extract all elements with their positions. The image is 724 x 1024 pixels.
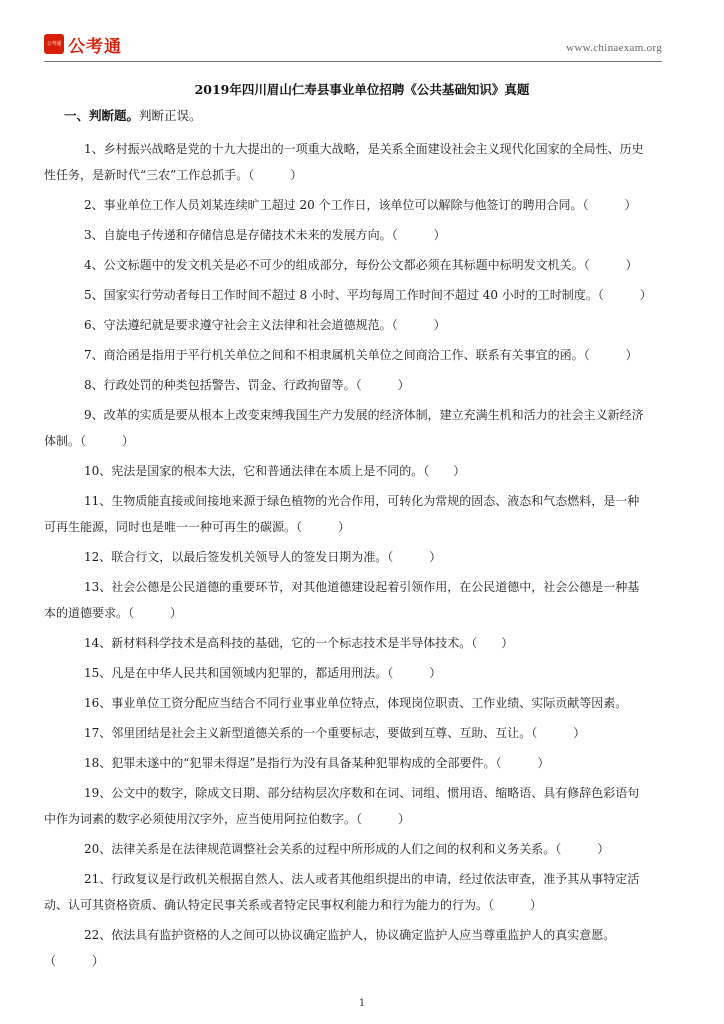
question-text-continued: （ ）	[44, 954, 105, 968]
question-item: 7、商洽函是指用于平行机关单位之间和不相隶属机关单位之间商洽工作、联系有关事宜的函。（ ）	[84, 348, 638, 362]
site-url[interactable]: www.chinaexam.org	[566, 42, 662, 54]
section-heading-label: 一、判断题。	[64, 108, 140, 123]
question-item: 12、联合行文，以最后签发机关领导人的签发日期为准。（ ）	[84, 550, 442, 564]
question-text-continued: 可再生能源，同时也是唯一一种可再生的碳源。（ ）	[44, 520, 351, 534]
question-item	[44, 780, 668, 832]
question-text-continued: 体制。（ ）	[44, 434, 135, 448]
question-list	[44, 136, 668, 974]
question-text: 13、社会公德是公民道德的重要环节，对其他道德建设起着引领作用，在公民道德中，社会公德是一种基	[84, 580, 640, 594]
question-item: 10、宪法是国家的根本大法，它和普通法律在本质上是不同的。（ ）	[84, 464, 466, 478]
question-item: 18、犯罪未遂中的“犯罪未得逞”是指行为没有具备某种犯罪构成的全部要件。（ ）	[84, 756, 550, 770]
question-item	[44, 866, 668, 918]
question-text-continued: 中作为词素的数字必须使用汉字外，应当使用阿拉伯数字。（ ）	[44, 812, 411, 826]
question-text: 11、生物质能直接或间接地来源于绿色植物的光合作用，可转化为常规的固态、液态和气态燃料，是一种	[84, 494, 640, 508]
question-item: 3、自旋电子传递和存储信息是存储技术未来的发展方向。（ ）	[84, 228, 446, 242]
question-item: 17、邻里团结是社会主义新型道德关系的一个重要标志，要做到互尊、互助、互让。（ ）	[84, 726, 586, 740]
section-instruction: 判断正误。	[139, 108, 202, 123]
question-item	[44, 922, 668, 974]
question-item	[44, 402, 668, 454]
document-title: 2019年四川眉山仁寿县事业单位招聘《公共基础知识》真题	[194, 82, 530, 97]
question-item: 6、守法遵纪就是要求遵守社会主义法律和社会道德规范。（ ）	[84, 318, 446, 332]
question-item: 14、新材料科学技术是高科技的基础，它的一个标志技术是半导体技术。（ ）	[84, 636, 514, 650]
question-item: 8、行政处罚的种类包括警告、罚金、行政拘留等。（ ）	[84, 378, 410, 392]
section-heading	[64, 106, 202, 124]
question-item	[44, 488, 668, 540]
question-item: 20、法律关系是在法律规范调整社会关系的过程中所形成的人们之间的权利和义务关系。（ ）	[84, 842, 610, 856]
question-item: 15、凡是在中华人民共和国领域内犯罪的，都适用刑法。（ ）	[84, 666, 442, 680]
question-item: 16、事业单位工资分配应当结合不同行业事业单位特点，体现岗位职责、工作业绩、实际贡献等因素。	[84, 696, 628, 710]
question-item: 4、公文标题中的发文机关是必不可少的组成部分，每份公文都必须在其标题中标明发文机关。（ ）	[84, 258, 638, 272]
question-text: 9、改革的实质是要从根本上改变束缚我国生产力发展的经济体制，建立充满生机和活力的社会主义新经济	[84, 408, 644, 422]
question-item: 2、事业单位工作人员刘某连续旷工超过 20 个工作日，该单位可以解除与他签订的聘用合同。（ ）	[84, 198, 637, 212]
question-text-continued: 动、认可其资格资质、确认特定民事关系或者特定民事权利能力和行为能力的行为。（ ）	[44, 898, 543, 912]
question-item: 5、国家实行劳动者每日工作时间不超过 8 小时、平均每周工作时间不超过 40 小时的工时制度。（ ）	[84, 288, 652, 302]
page-number: 1	[358, 998, 366, 1009]
logo-badge: 公考通	[44, 34, 64, 54]
question-text: 1、乡村振兴战略是党的十九大提出的一项重大战略，是关系全面建设社会主义现代化国家的全局性、历史	[84, 142, 644, 156]
question-item	[44, 574, 668, 626]
question-text: 21、行政复议是行政机关根据自然人、法人或者其他组织提出的申请，经过依法审查，准予其从事特定活	[84, 872, 640, 886]
question-text: 22、依法具有监护资格的人之间可以协议确定监护人，协议确定监护人应当尊重监护人的真实意愿。	[84, 928, 616, 942]
question-text-continued: 本的道德要求。（ ）	[44, 606, 183, 620]
question-item	[44, 136, 668, 188]
question-text-continued: 性任务，是新时代“三农”工作总抓手。（ ）	[44, 168, 303, 182]
page-header	[44, 34, 662, 62]
logo-text: 公考通	[68, 37, 122, 57]
header-divider	[44, 61, 662, 62]
question-text: 19、公文中的数字，除成文日期、部分结构层次序数和在词、词组、惯用语、缩略语、具有修辞色彩语句	[84, 786, 640, 800]
